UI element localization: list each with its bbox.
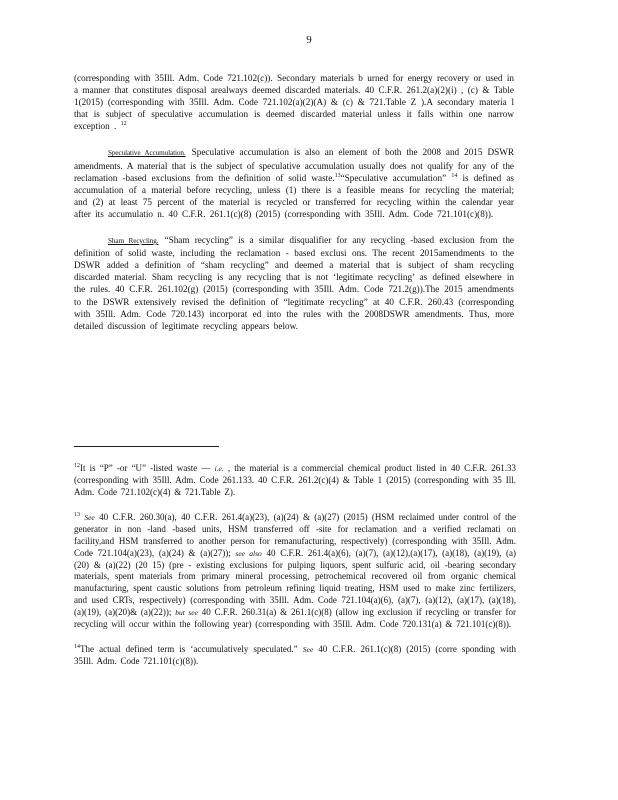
section-heading-sham-recycling: Sham Recycling. <box>108 237 159 246</box>
footnote-ref-12: 12 <box>120 121 127 128</box>
footnote-text: 40 C.F.R. 261.4(a)(6), (a)(7), (a)(12),(a)(17), (a)(18), (a)(19), (a)(20) & (a)(22) (20 15) (pre - existing exclusions for pulping liquors, spent sulfuric acid, oil -bearing secondary materials, spent materials from primary mineral processing, petrochemical recovered oil from organic chemical manufacturing, spent caustic solutions from petroleum refining liquid treating, HSM used to make zinc fertilizers, and used CRTs, respectively) (corresponding with 35Ill. Adm. Code 721.104(a)(6), (a)(7), (a)(12), (a)(17), (a)(18), (a)(19), (a)(20)& (a)(22)); <box>74 547 517 617</box>
footnote-signal-see: See <box>84 513 95 523</box>
paragraph-secondary-materials <box>74 72 514 132</box>
footnote-signal-see: See <box>302 645 314 655</box>
page-number: 9 <box>306 34 312 46</box>
footnote-signal-see-also: see also <box>235 548 262 558</box>
paragraph-sham-recycling <box>74 234 514 332</box>
footnote-text: , the material is a commercial chemical product listed in 40 C.F.R. 261.33 (corresponding with 35Ill. Adm. Code 261.133. 40 C.F.R. 261.2(c)(4) & Table 1 (2015) (corresponding with 35 Ill. Adm. Code 721.102(c)(4) & 721.Table Z). <box>74 463 517 497</box>
section-heading-speculative-accumulation: Speculative Accumulation. <box>108 149 186 158</box>
footnote-number: 13 <box>74 512 80 519</box>
body-text <box>74 72 514 346</box>
footnote-text: 40 C.F.R. 260.31(a) & 261.1(c)(8) (allow ing exclusion if recycling or transfer for recycling will occur within the following year) (corresponding with 35Ill. Adm. Code 720.131(a) & 721.101(c)(8)). <box>74 606 517 629</box>
footnote-text: The actual defined term is ‘accumulatively speculated.” <box>80 644 298 655</box>
footnote-number: 12 <box>74 463 80 469</box>
footnote-text: It is “P” -or “U” -listed waste — <box>80 463 211 473</box>
footnote-text: 40 C.F.R. 260.30(a), 40 C.F.R. 261.4(a)(23), (a)(24) & (a)(27) (2015) (HSM reclaimed under control of the generator in non -land -based units, HSM transferred off -site for reclamation and a verified reclamati on facility,and HSM transferred to another person for remanufacturing, respectively) (corresponding with 35Ill. Adm. Code 721.104(a)(23), (a)(24) & (a)(27)); <box>74 512 517 558</box>
defined-term: “Speculative accumulation” <box>340 172 447 183</box>
paragraph-text: (corresponding with 35Ill. Adm. Code 721.102(c)). Secondary materials b urned for energy recovery or used in a manner that constitutes disposal arealways deemed discarded materials. 40 C.F.R. 261.2(a)(2)(i) , (c) & Table 1(2015) (corresponding with 35Ill. Adm. Code 721.102(a)(2)(A) & (c) & 721.Table Z ).A secondary materia l that is subject of speculative accumulation is deemed discarded material unless it falls within one narrow exception . <box>74 73 514 132</box>
footnote-text: 40 C.F.R. 261.1(c)(8) (2015) (corre sponding with 35Ill. Adm. Code 721.101(c)(8)). <box>74 644 517 667</box>
footnote-divider <box>74 446 219 447</box>
footnote-italic: i.e. <box>214 464 224 473</box>
footnote-signal-but-see: but see <box>175 607 198 617</box>
paragraph-text: is defined as accumulation of a material before recycling, unless (1) there is a feasible means for recycling the material; and (2) at least 75 percent of the material is recycled or transferred for recycling within the calendar year after its accumulatio n. 40 C.F.R. 261.1(c)(8) (2015) (corresponding with 35Ill. Adm. Code 721.101(c)(8)). <box>74 172 515 219</box>
paragraph-speculative-accumulation <box>74 146 514 220</box>
paragraph-text: “Sham recycling” is a similar disqualifier for any recycling -based exclusion from the definition of solid waste, including the reclamation - based exclusi ons. The recent 2015amendments to the DSWR added a definition of “sham recycling” and deemed a material that is subject of sham recycling discarded material. Sham recycling is any recycling that is not ‘legitimate recycling’ as defined elsewhere in the rules. 40 C.F.R. 261.102(g) (2015) (corresponding with 35Ill. Adm. Code 721.2(g)).The 2015 amendments to the DSWR extensively revised the definition of “legitimate recycling” at 40 C.F.R. 260.43 (corresponding with 35Ill. Adm. Code 720.143) incorporat ed into the rules with the 2008DSWR amendments. Thus, more detailed discussion of legitimate recycling appears below. <box>74 235 514 331</box>
paragraph-text: Speculative accumulation is also an element of both the 2008 and 2015 DSWR amendments. A material that is the subject of speculative accumulation usually does not qualify for any of the reclamation -based exclusions from the definition of solid waste. <box>74 147 514 183</box>
footnote-13 <box>74 512 516 630</box>
footnote-12 <box>74 463 516 498</box>
footnote-ref-14: 14 <box>451 172 458 179</box>
footnote-number: 14 <box>74 644 80 651</box>
footnotes <box>74 463 516 682</box>
footnote-ref-13: 13 <box>334 172 341 179</box>
footnote-14 <box>74 644 516 668</box>
